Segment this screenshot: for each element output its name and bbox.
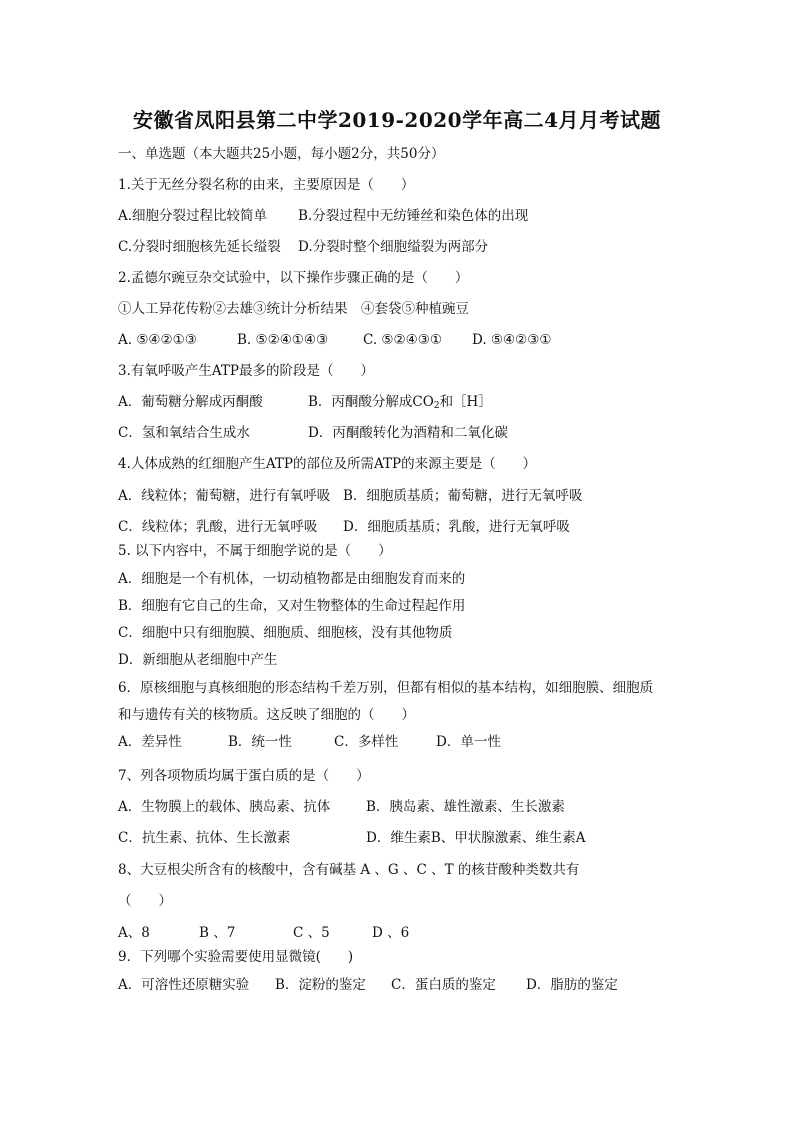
question-5-option-d: D．新细胞从老细胞中产生 — [118, 652, 278, 668]
question-9-stem: 9．下列哪个实验需要使用显微镜( ) — [118, 949, 354, 965]
question-2-option-c: C. ⑤②④③① — [363, 332, 442, 348]
question-7-option-b: B．胰岛素、雄性激素、生长激素 — [366, 799, 565, 815]
question-3-option-b — [308, 393, 492, 415]
question-3-option-a: A．葡萄糖分解成丙酮酸 — [118, 394, 263, 410]
question-4-stem: 4.人体成熟的红细胞产生ATP的部位及所需ATP的来源主要是（ ） — [118, 456, 537, 472]
question-3-option-c: C．氢和氧结合生成水 — [118, 425, 250, 441]
question-5-option-b: B．细胞有它自己的生命，又对生物整体的生命过程起作用 — [118, 598, 466, 614]
question-9-option-a: A．可溶性还原糖实验 — [118, 977, 250, 993]
question-8-option-b: B 、7 — [199, 925, 236, 941]
question-7-stem: 7、列各项物质均属于蛋白质的是（ ） — [118, 768, 370, 784]
section-header: 一、单选题（本大题共25小题，每小题2分，共50分） — [118, 146, 445, 162]
question-4-option-c: C．线粒体；乳酸，进行无氧呼吸 — [118, 519, 318, 535]
question-5-stem: 5. 以下内容中，不属于细胞学说的是（ ） — [118, 543, 392, 559]
question-8-option-c: C 、5 — [293, 925, 330, 941]
question-9-option-c: C．蛋白质的鉴定 — [391, 977, 496, 993]
question-5-option-a: A．细胞是一个有机体，一切动植物都是由细胞发育而来的 — [118, 571, 466, 587]
question-6-stem-line-1: 6．原核细胞与真核细胞的形态结构千差万别，但都有相似的基本结构，如细胞膜、细胞质 — [118, 680, 654, 696]
question-1-option-a: A.细胞分裂过程比较简单 — [118, 208, 268, 224]
question-1-stem: 1.关于无丝分裂名称的由来，主要原因是（ ） — [118, 177, 415, 193]
question-9-option-b: B．淀粉的鉴定 — [275, 977, 366, 993]
page-title: 安徽省凤阳县第二中学2019-2020学年高二4月月考试题 — [132, 108, 662, 132]
question-6-option-c: C．多样性 — [334, 734, 399, 750]
question-8-stem-line-2: （ ） — [118, 893, 172, 909]
co2-subscript: 2 — [433, 401, 440, 411]
question-6-stem-line-2: 和与遗传有关的核物质。这反映了细胞的（ ） — [118, 707, 415, 723]
question-2-steps: ①人工异花传粉②去雄③统计分析结果 ④套袋⑤种植豌豆 — [118, 301, 469, 317]
question-2-option-d: D. ⑤④②③① — [472, 332, 552, 348]
question-1-option-d: D.分裂时整个细胞缢裂为两部分 — [298, 239, 489, 255]
question-7-option-c: C．抗生素、抗体、生长激素 — [118, 830, 291, 846]
question-5-option-c: C．细胞中只有细胞膜、细胞质、细胞核，没有其他物质 — [118, 625, 453, 641]
question-1-option-c: C.分裂时细胞核先延长缢裂 — [118, 239, 281, 255]
question-9-option-d: D．脂肪的鉴定 — [526, 977, 618, 993]
question-7-option-a: A．生物膜上的载体、胰岛素、抗体 — [118, 799, 331, 815]
question-4-option-d: D．细胞质基质；乳酸，进行无氧呼吸 — [343, 519, 570, 535]
question-8-option-d: D 、6 — [372, 925, 410, 941]
question-2-option-b: B. ⑤②④①④③ — [237, 332, 329, 348]
question-2-option-a: A. ⑤④②①③ — [118, 332, 197, 348]
question-3-option-b-tail: 和［H］ — [439, 394, 492, 410]
question-4-option-a: A．线粒体；葡萄糖，进行有氧呼吸 — [118, 488, 331, 504]
question-8-option-a: A、8 — [118, 925, 150, 941]
question-2-stem: 2.孟德尔豌豆杂交试验中，以下操作步骤正确的是（ ） — [118, 270, 469, 286]
question-7-option-d: D．维生素B、甲状腺激素、维生素A — [366, 830, 586, 846]
question-6-option-d: D．单一性 — [436, 734, 501, 750]
question-3-option-d: D．丙酮酸转化为酒精和二氧化碳 — [308, 425, 508, 441]
question-4-option-b: B．细胞质基质；葡萄糖，进行无氧呼吸 — [343, 488, 583, 504]
question-1-option-b: B.分裂过程中无纺锤丝和染色体的出现 — [298, 208, 529, 224]
question-6-option-a: A．差异性 — [118, 734, 182, 750]
question-8-stem-line-1: 8、大豆根尖所含有的核酸中，含有碱基 A 、G 、C 、T 的核苷酸种类数共有 — [118, 862, 580, 878]
question-3-stem: 3.有氧呼吸产生ATP最多的阶段是（ ） — [118, 363, 374, 379]
question-3-option-b-text: B．丙酮酸分解成CO — [308, 394, 434, 410]
question-6-option-b: B．统一性 — [228, 734, 292, 750]
